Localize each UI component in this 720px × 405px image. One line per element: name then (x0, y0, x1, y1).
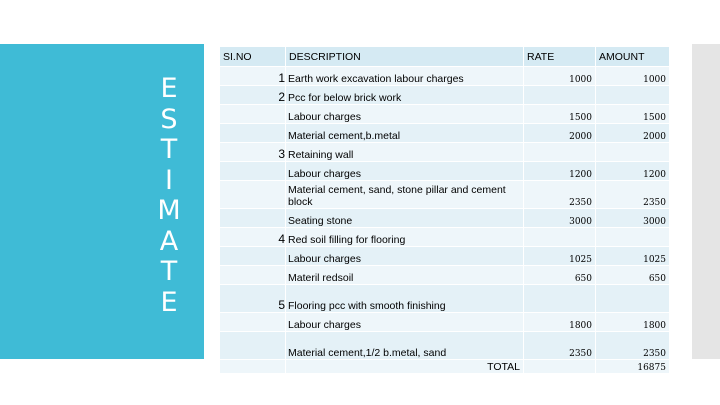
row-amount: 2350 (596, 332, 670, 360)
row-amount: 2000 (596, 124, 670, 143)
side-title-letter: A (159, 225, 179, 257)
row-amount (596, 143, 670, 162)
row-description: Red soil filling for flooring (286, 228, 524, 247)
row-rate (524, 228, 596, 247)
header-sino: SI.NO (220, 47, 286, 67)
row-rate (524, 143, 596, 162)
header-rate: RATE (524, 47, 596, 67)
table-row (220, 105, 670, 124)
row-sino: 5 (220, 285, 286, 313)
side-title (149, 74, 189, 318)
row-sino (220, 313, 286, 332)
row-description: Materil redsoil (286, 266, 524, 285)
row-amount: 650 (596, 266, 670, 285)
row-rate: 2000 (524, 124, 596, 143)
row-sino (220, 124, 286, 143)
row-sino: 2 (220, 86, 286, 105)
table-row (220, 247, 670, 266)
row-amount (596, 86, 670, 105)
header-amount: AMOUNT (596, 47, 670, 67)
side-title-letter: T (160, 256, 178, 287)
table-row (220, 266, 670, 285)
row-rate: 3000 (524, 209, 596, 228)
row-amount (596, 285, 670, 313)
side-title-letter: I (165, 164, 173, 196)
table-row (220, 124, 670, 143)
row-sino (220, 181, 286, 209)
row-rate: 1500 (524, 105, 596, 124)
row-sino (220, 266, 286, 285)
row-description: Labour charges (286, 247, 524, 266)
total-empty-cell (524, 360, 596, 374)
row-amount: 2350 (596, 181, 670, 209)
row-description: Material cement,b.metal (286, 124, 524, 143)
row-rate: 1800 (524, 313, 596, 332)
row-description: Retaining wall (286, 143, 524, 162)
table-row (220, 332, 670, 360)
table-row (220, 162, 670, 181)
row-sino: 1 (220, 67, 286, 86)
row-sino: 4 (220, 228, 286, 247)
table-row (220, 67, 670, 86)
row-amount: 1025 (596, 247, 670, 266)
table-row (220, 181, 670, 209)
row-description: Labour charges (286, 105, 524, 124)
row-description: Seating stone (286, 209, 524, 228)
row-description: Pcc for below brick work (286, 86, 524, 105)
row-amount: 1200 (596, 162, 670, 181)
row-sino (220, 162, 286, 181)
row-rate: 2350 (524, 332, 596, 360)
row-description: Material cement,1/2 b.metal, sand (286, 332, 524, 360)
row-rate: 2350 (524, 181, 596, 209)
side-title-letter: E (160, 73, 178, 104)
estimate-table (219, 46, 670, 374)
total-row (220, 360, 670, 374)
row-rate (524, 86, 596, 105)
row-rate: 1000 (524, 67, 596, 86)
row-amount: 1800 (596, 313, 670, 332)
row-description: Earth work excavation labour charges (286, 67, 524, 86)
table-header-row (220, 47, 670, 67)
row-sino (220, 332, 286, 360)
side-title-letter: M (157, 195, 181, 226)
right-decorative-bar (692, 44, 720, 359)
side-title-letter: E (160, 286, 178, 318)
row-sino (220, 105, 286, 124)
row-sino (220, 209, 286, 228)
row-rate: 1200 (524, 162, 596, 181)
total-amount: 16875 (596, 360, 670, 374)
table-row (220, 209, 670, 228)
table-row (220, 86, 670, 105)
row-description: Material cement, sand, stone pillar and cement block (286, 181, 524, 209)
side-title-letter: T (160, 134, 178, 165)
total-label: TOTAL (286, 360, 524, 374)
side-title-letter: S (160, 103, 178, 135)
row-amount (596, 228, 670, 247)
row-rate (524, 285, 596, 313)
row-description: Labour charges (286, 162, 524, 181)
row-amount: 3000 (596, 209, 670, 228)
header-description: DESCRIPTION (286, 47, 524, 67)
total-empty-cell (220, 360, 286, 374)
table-row (220, 313, 670, 332)
table-row (220, 228, 670, 247)
table-row (220, 143, 670, 162)
row-sino: 3 (220, 143, 286, 162)
row-description: Labour charges (286, 313, 524, 332)
row-description: Flooring pcc with smooth finishing (286, 285, 524, 313)
table-row (220, 285, 670, 313)
row-rate: 650 (524, 266, 596, 285)
row-amount: 1500 (596, 105, 670, 124)
row-sino (220, 247, 286, 266)
row-rate: 1025 (524, 247, 596, 266)
row-amount: 1000 (596, 67, 670, 86)
